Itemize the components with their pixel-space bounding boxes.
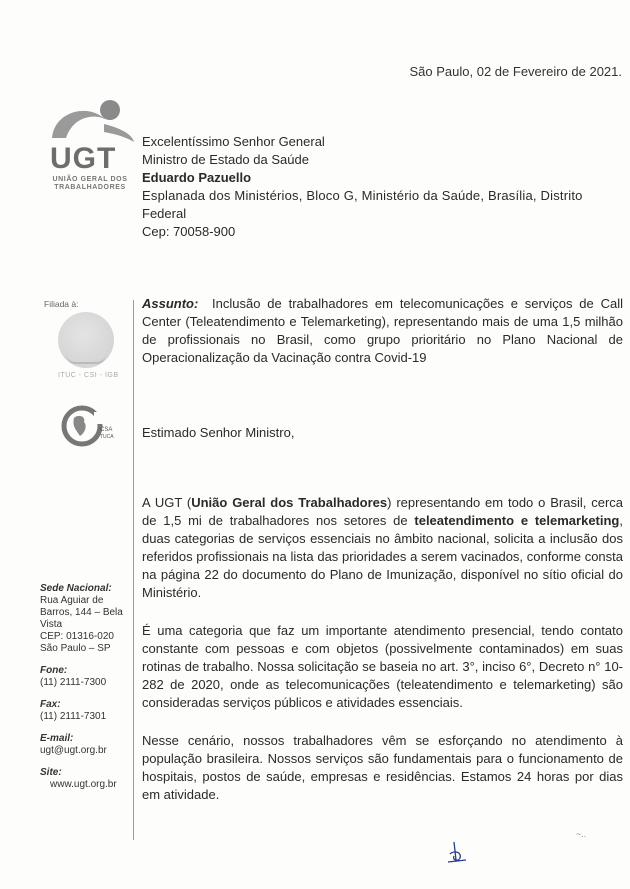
fone-value: (11) 2111-7300 [40,677,107,688]
p1-org-name: União Geral dos Trabalhadores [191,495,388,510]
recipient-name: Eduardo Pazuello [142,170,252,185]
site-label: Site: [40,767,62,778]
sede-label: Sede Nacional: [40,583,112,594]
sede-line: São Paulo – SP [40,643,111,654]
csa-globe-icon [58,402,122,452]
margin-mark: ~.. [576,829,587,839]
address-line: Federal [142,206,187,221]
email-value: ugt@ugt.org.br [40,745,107,756]
tuca-text: TUCA [100,434,114,440]
sede-line: CEP: 01316-020 [40,631,114,642]
p1-text: , duas categorias de serviços essenciais no âmbito nacional, solicita a inclusão dos referidos profissionais na lista das prioridades a serem vacinados, conforme consta na página 22 do documento do Plano de Imunização, disponível no sítio oficial do Ministério. [142,513,623,600]
address-line: Excelentíssimo Senhor General [142,134,325,149]
fax-label: Fax: [40,699,61,710]
logo-subtitle-1: UNIÃO GERAL DOS [52,176,128,183]
ugt-logo [44,98,140,198]
site-value: www.ugt.org.br [50,779,117,790]
address-line: Esplanada dos Ministérios, Bloco G, Ministério da Saúde, Brasília, Distrito [142,188,583,203]
paragraph-2: É uma categoria que faz um importante atendimento presencial, tendo contato constante com pessoas e com objetos (possivelmente contaminados) em suas rotinas de trabalho. Nossa solicitação se baseia no art. 3°, inciso 6°, Decreto n° 10-282 de 2020, onde as telecomunicações (teleatendimento e telemarketing) são consideradas serviços públicos e atividades essenciais. [142,623,623,710]
sede-line: Vista [40,619,63,630]
greeting: Estimado Senhor Ministro, [142,425,295,440]
p1-sector: teleatendimento e telemarketing [414,513,620,528]
csa-text: CSA [100,427,113,433]
recipient-address [142,133,623,241]
address-line: Ministro de Estado da Saúde [142,152,309,167]
fone-label: Fone: [40,665,68,676]
fax-value: (11) 2111-7301 [40,711,107,722]
sede-line: Barros, 144 – Bela [40,607,123,618]
csa-tuca-logo [58,402,122,452]
address-line: Cep: 70058-900 [142,224,236,239]
logo-wordmark: UGT [50,142,117,175]
affiliation-label: Filiada à: [44,299,79,309]
p1-text: ) representando em todo o Brasil, cerca de 1,5 mi de trabalhadores nos setores de [142,495,624,528]
contact-sidebar [40,583,132,791]
paragraph-1 [142,494,623,602]
subject-label: Assunto [142,296,194,311]
initials-signature-icon [444,838,474,868]
sidebar-divider [133,300,134,840]
affiliation-orgs: ITUC - CSI - IGB [58,372,119,379]
letter-date: São Paulo, 02 de Fevereiro de 2021. [409,64,622,79]
ituc-swoosh-icon [66,354,106,364]
p1-text: A UGT ( [142,495,192,510]
logo-subtitle-2: TRABALHADORES [54,184,126,191]
paragraph-3: Nesse cenário, nossos trabalhadores vêm se esforçando no atendimento à população brasileira. Nossos serviços são fundamentais para o funcionamento de hospitais, postos de saúde, empresas e residências. Estamos 24 horas por dias em atividade. [142,733,623,802]
email-label: E-mail: [40,733,74,744]
sede-line: Rua Aguiar de [40,595,104,606]
subject-text: Inclusão de trabalhadores em telecomunicações e serviços de Call Center (Teleatendimento e Telemarketing), representando mais de uma 1,5 milhão de profissionais no Brasil, como grupo prioritário no Plano Nacional de Operacionalização da Vacinação contra Covid-19 [142,296,623,365]
subject-block: Assunto: Inclusão de trabalhadores em telecomunicações e serviços de Call Center (Teleatendimento e Telemarketing), representando mais de uma 1,5 milhão de profissionais no Brasil, como grupo prioritário no Plano Nacional de Operacionalização da Vacinação contra Covid-19 [142,296,623,365]
